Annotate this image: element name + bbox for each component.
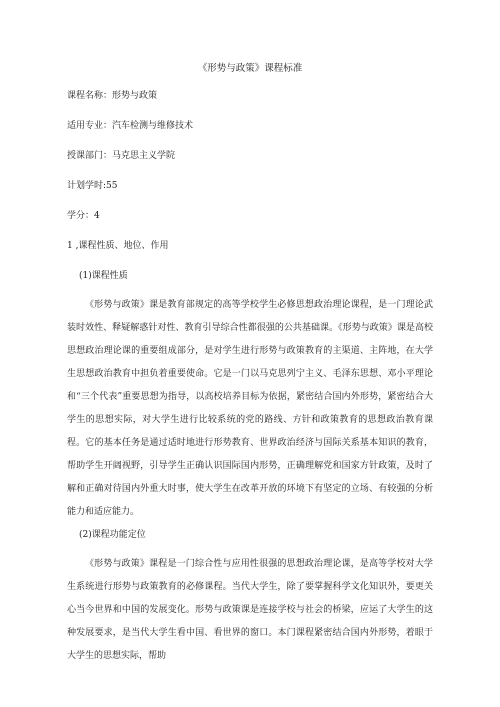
course-name: 课程名称：形势与政策: [67, 91, 158, 101]
document-title: 《形势与政策》课程标准: [197, 63, 303, 74]
teaching-department: 授课部门：马克思主义学院: [67, 151, 176, 161]
paragraph-course-nature: 《形势与政策》课是教育部规定的高等学校学生必修思想政治理论课程，是一门理论武装时效性、释疑解惑针对性、教育引导综合性都很强的公共基础课。《形势与政策》课是高校思想政治理论课的重要组成部分，是对学生进行形势与政策教育的主渠道、主阵地，在大学生思想政治教育中担负着重要使命。它是一门以马克思列宁主义、毛泽东思想、邓小平理论和“三个代表”重要思想为指导，以高校培养目标为依据，紧密结合国内外形势，紧密结合大学生的思想实际，对大学生进行比较系统的党的路线、方针和政策教育的思想政治教育课程。它的基本任务是通过适时地进行形势教育、世界政治经济与国际关系基本知识的教育，帮助学生开阔视野，引导学生正确认识国际国内形势，正确理解党和国家方针政策，及时了解和正确对待国内外重大时事，使大学生在改革开放的环境下有坚定的立场、有较强的分析能力和适应能力。: [67, 300, 433, 517]
credits: 学分：4: [67, 211, 100, 221]
subheading-course-function: (2)课程功能定位: [79, 530, 146, 540]
paragraph-course-function: 《形势与政策》课程是一门综合性与应用性很强的思想政治理论课，是高等学校对大学生系统进行形势与政策教育的必修课程。当代大学生，除了要掌握科学文化知识外，要更关心当今世界和中国的发展变化。形势与政策课是连接学校与社会的桥梁，应运了大学生的这种发展要求，是当代大学生看中国、看世界的窗口。本门课程紧密结合国内外形势，着眼于大学生的思想实际，帮助: [67, 559, 433, 661]
planned-hours: 计划学时:55: [67, 181, 118, 191]
applicable-major: 适用专业：汽车检测与维修技术: [67, 121, 194, 131]
section-heading-course-nature: 1 ,课程性质、地位、作用: [67, 241, 169, 251]
subheading-course-nature: (1)课程性质: [79, 271, 128, 281]
